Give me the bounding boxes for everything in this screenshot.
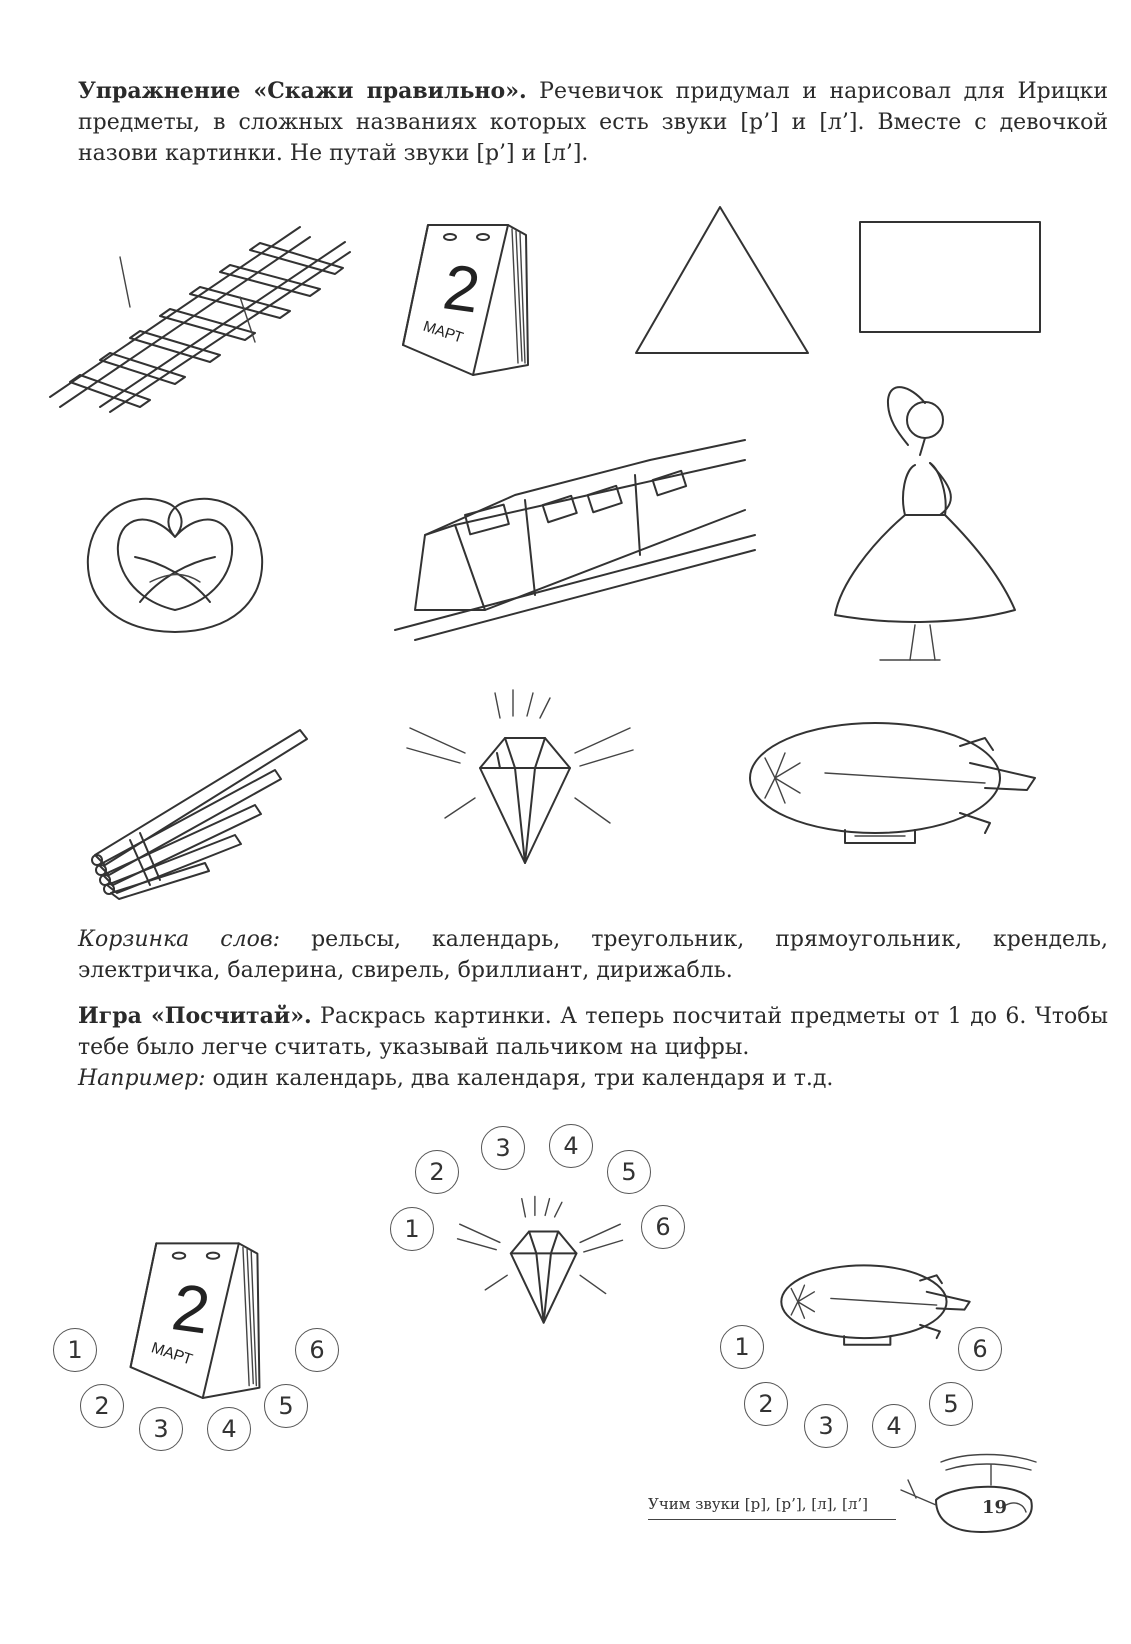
word-basket-text: рельсы, календарь, треугольник, прямоугольник, крендель, электричка, балерина, свирель, бриллиант, дирижабль. <box>78 927 1108 983</box>
diamond-number-2[interactable]: 2 <box>415 1150 459 1194</box>
calendar-day: 2 <box>439 250 485 327</box>
exercise1-title: Упражнение «Скажи правильно». <box>78 78 527 104</box>
game-text: Раскрась картинки. А теперь посчитай предметы от 1 до 6. Чтобы тебе было легче считать, указывай пальчиком на цифры. <box>78 1004 1108 1060</box>
footer-divider <box>648 1519 896 1520</box>
calendar-number-2[interactable]: 2 <box>80 1384 124 1428</box>
diamond-number-6[interactable]: 6 <box>641 1205 685 1249</box>
count-calendar-picture <box>125 1233 265 1398</box>
ballerina-picture <box>830 375 1020 665</box>
calendar-number-6[interactable]: 6 <box>295 1328 339 1372</box>
word-basket-label: Корзинка слов: <box>78 927 281 952</box>
airship-picture <box>745 718 1040 863</box>
example-label: Например: <box>78 1066 206 1091</box>
exercise1-text: Речевичок придумал и нарисовал для Ирицки предметы, в сложных названиях которых есть звуки [р’] и [л’]. Вместе с девочкой назови картинки. Не путай звуки [р’] и [л’]. <box>78 79 1108 166</box>
example-text: один календарь, два календаря, три календаря и т.д. <box>205 1066 834 1091</box>
calendar-number-5[interactable]: 5 <box>264 1384 308 1428</box>
rectangle-picture <box>858 220 1042 334</box>
rails-picture <box>45 212 355 412</box>
word-basket-paragraph <box>50 924 1108 986</box>
count-airship-picture <box>778 1262 973 1358</box>
calendar-month: МАРТ <box>420 317 466 347</box>
calendar-number-4[interactable]: 4 <box>207 1407 251 1451</box>
diamond-number-1[interactable]: 1 <box>390 1207 434 1251</box>
count-diamond-picture <box>455 1195 625 1330</box>
airship-number-4[interactable]: 4 <box>872 1404 916 1448</box>
page-number: 19 <box>982 1497 1008 1518</box>
diamond-number-4[interactable]: 4 <box>549 1124 593 1168</box>
exercise1-paragraph <box>50 76 1108 169</box>
pretzel-picture <box>80 482 270 642</box>
helicopter-icon <box>896 1450 1046 1540</box>
footer-text: Учим звуки [р], [р’], [л], [л’] <box>648 1495 869 1513</box>
calendar-number-3[interactable]: 3 <box>139 1407 183 1451</box>
game-paragraph <box>50 1001 1108 1063</box>
airship-number-6[interactable]: 6 <box>958 1327 1002 1371</box>
airship-number-2[interactable]: 2 <box>744 1382 788 1426</box>
airship-number-3[interactable]: 3 <box>804 1404 848 1448</box>
calendar-picture <box>398 215 533 375</box>
train-picture <box>395 440 750 640</box>
game-title: Игра «Посчитай». <box>78 1003 312 1029</box>
count-calendar-month: МАРТ <box>149 1339 195 1369</box>
count-calendar-day: 2 <box>167 1269 215 1348</box>
airship-number-5[interactable]: 5 <box>929 1382 973 1426</box>
diamond-picture <box>405 688 635 873</box>
example-paragraph <box>50 1063 1108 1094</box>
diamond-number-3[interactable]: 3 <box>481 1126 525 1170</box>
diamond-number-5[interactable]: 5 <box>607 1150 651 1194</box>
pipes-picture <box>85 725 315 900</box>
calendar-number-1[interactable]: 1 <box>53 1328 97 1372</box>
triangle-picture <box>632 205 812 357</box>
airship-number-1[interactable]: 1 <box>720 1325 764 1369</box>
